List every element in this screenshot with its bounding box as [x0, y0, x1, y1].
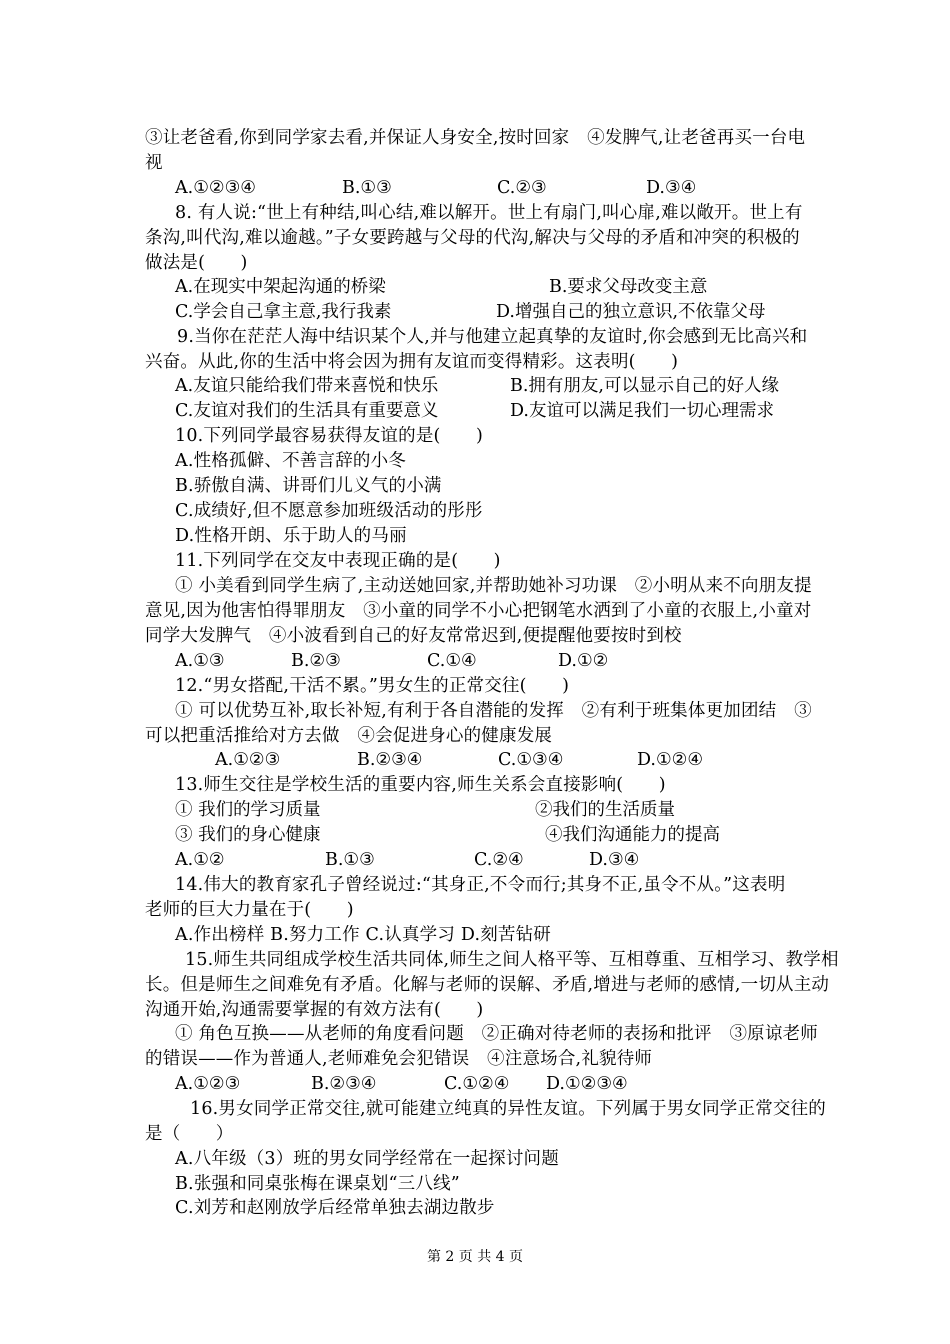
option-a: A.①②③④	[175, 178, 256, 198]
option-c: C.学会自己拿主意,我行我素	[175, 302, 392, 322]
option-b: B.骄傲自满、讲哥们儿义气的小满	[175, 476, 442, 496]
option-b: B.②③④	[311, 1074, 377, 1094]
option-c: C.①②④	[444, 1074, 510, 1094]
option-b: B.②③	[291, 651, 341, 671]
text-line: 沟通开始,沟通需要掌握的有效方法有( )	[145, 1000, 484, 1020]
text-line: ③让老爸看,你到同学家去看,并保证人身安全,按时回家 ④发脾气,让老爸再买一台电	[145, 128, 806, 148]
text-line: ① 角色互换——从老师的角度看问题 ②正确对待老师的表扬和批评 ③原谅老师	[175, 1024, 818, 1044]
page-footer: 第 2 页 共 4 页	[426, 1249, 524, 1265]
option-b: B.张强和同桌张梅在课桌划“三八线”	[175, 1174, 460, 1194]
option-d: D.①②④	[637, 750, 704, 770]
question-16: 16.男女同学正常交往,就可能建立纯真的异性友谊。下列属于男女同学正常交往的	[190, 1099, 826, 1119]
text-line: 可以把重活推给对方去做 ④会促进身心的健康发展	[145, 726, 553, 746]
option-d: D.①②③④	[546, 1074, 628, 1094]
option-b: B.拥有朋友,可以显示自己的好人缘	[510, 376, 779, 396]
text-line: 长。但是师生之间难免有矛盾。化解与老师的误解、矛盾,增进与老师的感情,一切从主动	[145, 975, 830, 995]
option-d: D.③④	[589, 850, 640, 870]
option-b: B.②③④	[357, 750, 423, 770]
question-14: 14.伟大的教育家孔子曾经说过:“其身正,不令而行;其身不正,虽令不从。”这表明	[175, 875, 786, 895]
option-c: C.①③④	[498, 750, 564, 770]
option-b: B.①③	[342, 178, 392, 198]
text-line: 做法是( )	[145, 253, 248, 273]
text-line: 兴奋。从此,你的生活中将会因为拥有友谊而变得精彩。这表明( )	[145, 352, 679, 372]
text-line: ① 小美看到同学生病了,主动送她回家,并帮助她补习功课 ②小明从来不向朋友提	[175, 576, 812, 596]
question-12: 12.“男女搭配,干活不累。”男女生的正常交往( )	[175, 676, 570, 696]
choice-item: ③ 我们的身心健康	[175, 825, 321, 845]
option-a: A.友谊只能给我们带来喜悦和快乐	[175, 376, 439, 396]
choice-item: ②我们的生活质量	[535, 800, 675, 820]
option-d: D.友谊可以满足我们一切心理需求	[510, 401, 774, 421]
text-line: 意见,因为他害怕得罪朋友 ③小童的同学不小心把钢笔水洒到了小童的衣服上,小童对	[145, 601, 812, 621]
option-c: C.②③	[497, 178, 547, 198]
question-11: 11.下列同学在交友中表现正确的是( )	[175, 551, 501, 571]
question-15: 15.师生共同组成学校生活共同体,师生之间人格平等、互相尊重、互相学习、教学相	[185, 950, 839, 970]
option-d: D.③④	[646, 178, 697, 198]
question-9: 9.当你在茫茫人海中结识某个人,并与他建立起真挚的友谊时,你会感到无比高兴和	[177, 327, 808, 347]
text-line: 视	[145, 153, 163, 173]
option-d: D.①②	[558, 651, 609, 671]
option-a: A.①③	[175, 651, 225, 671]
option-c: C.①④	[427, 651, 477, 671]
option-a: A.性格孤僻、不善言辞的小冬	[175, 451, 406, 471]
text-line: 条沟,叫代沟,难以逾越。”子女要跨越与父母的代沟,解决与父母的矛盾和冲突的积极的	[145, 228, 800, 248]
option-a: A.①②	[175, 850, 225, 870]
option-a: A.①②③	[215, 750, 281, 770]
text-line: ① 可以优势互补,取长补短,有利于各自潜能的发挥 ②有利于班集体更加团结 ③	[175, 701, 812, 721]
question-8: 8. 有人说:“世上有种结,叫心结,难以解开。世上有扇门,叫心扉,难以敞开。世上有	[175, 203, 803, 223]
choice-item: ① 我们的学习质量	[175, 800, 321, 820]
option-d: D.性格开朗、乐于助人的马丽	[175, 526, 407, 546]
text-line: 老师的巨大力量在于( )	[145, 900, 354, 920]
text-line: 是（ ）	[145, 1124, 234, 1144]
question-13: 13.师生交往是学校生活的重要内容,师生关系会直接影响( )	[175, 775, 666, 795]
text-line: 同学大发脾气 ④小波看到自己的好友常常迟到,便提醒他要按时到校	[145, 626, 682, 646]
option-a: A.①②③	[175, 1074, 241, 1094]
choice-item: ④我们沟通能力的提高	[545, 825, 720, 845]
option-c: C.成绩好,但不愿意参加班级活动的彤彤	[175, 501, 483, 521]
option-b: B.要求父母改变主意	[549, 277, 708, 297]
option-c: C.②④	[474, 850, 524, 870]
option-b: B.①③	[325, 850, 375, 870]
option-c: C.刘芳和赵刚放学后经常单独去湖边散步	[175, 1198, 495, 1218]
option-d: D.增强自己的独立意识,不依靠父母	[496, 302, 766, 322]
question-10: 10.下列同学最容易获得友谊的是( )	[175, 426, 483, 446]
options-line: A.作出榜样 B.努力工作 C.认真学习 D.刻苦钻研	[175, 925, 552, 945]
text-line: 的错误——作为普通人,老师难免会犯错误 ④注意场合,礼貌待师	[145, 1049, 653, 1069]
option-c: C.友谊对我们的生活具有重要意义	[175, 401, 439, 421]
option-a: A.八年级（3）班的男女同学经常在一起探讨问题	[175, 1149, 559, 1169]
option-a: A.在现实中架起沟通的桥梁	[175, 277, 386, 297]
